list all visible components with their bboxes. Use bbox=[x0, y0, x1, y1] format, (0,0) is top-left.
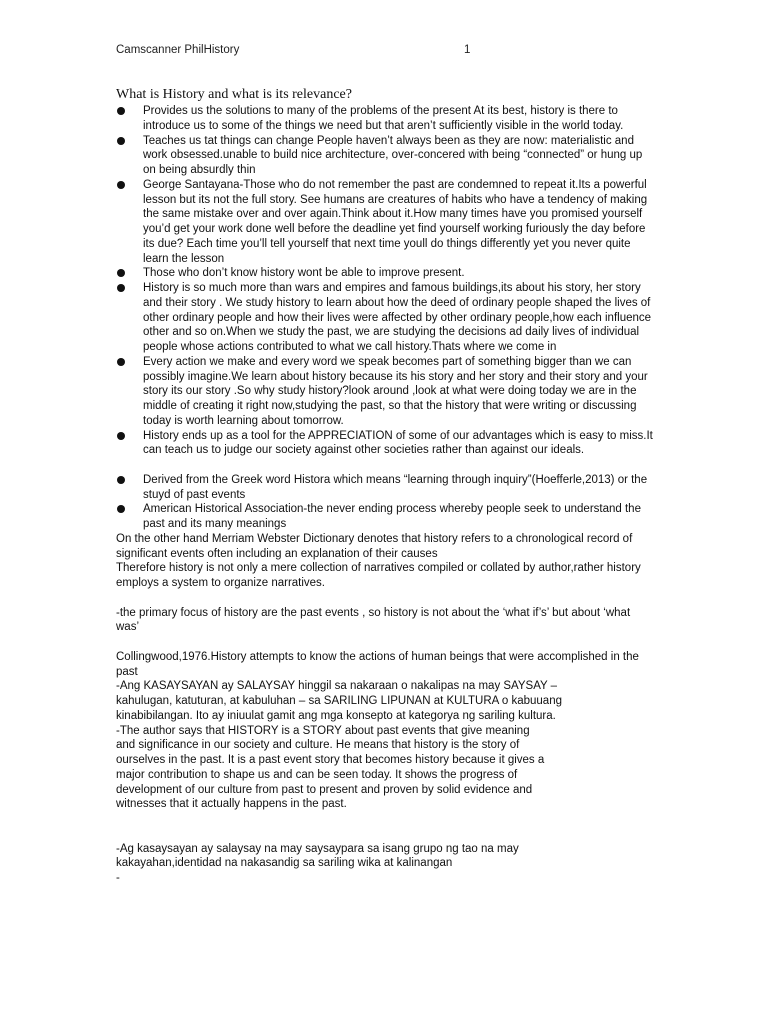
paragraph-therefore: Therefore history is not only a mere collection of narratives compiled or collated by author,rather history employs a system to organize narratives. bbox=[116, 562, 641, 589]
paragraph-merriam-webster: On the other hand Merriam Webster Dictionary denotes that history refers to a chronological record of significant events often including an explanation of their causes bbox=[116, 532, 633, 560]
paragraph-primary-focus: -the primary focus of history are the past events , so history is not about the ‘what if’s’ but about ‘what was’ bbox=[116, 606, 631, 634]
paragraph-ag-kasaysayan: -Ag kasaysayan ay salaysay na may saysaypara sa isang grupo ng tao na may kakayahan,identidad na nakasandig sa sariling wika at kalinangan bbox=[116, 842, 519, 870]
paragraph-collingwood: Collingwood,1976.History attempts to know the actions of human beings that were accomplished in the past bbox=[116, 650, 639, 678]
bullet-item: Those who don’t know history wont be able to improve present. bbox=[116, 266, 656, 281]
bullet-item: Derived from the Greek word Histora which means “learning through inquiry”(Hoefferle,2013) or the stuyd of past events bbox=[116, 473, 656, 503]
paragraph-author-says: -The author says that HISTORY is a STORY about past events that give meaning and significance in our society and culture. He means that history is the story of ourselves in the past. It is a past event story that becomes history because it gives a major contribution to shape us and can be seen today. It shows the progress of development of our culture from past to present and proven by solid evidence and witnesses that it actually happens in the past. bbox=[116, 724, 545, 811]
bullet-list-definitions bbox=[116, 473, 656, 532]
bullet-item: History is so much more than wars and empires and famous buildings,its about his story, her story and their story . We study history to learn about how the deed of ordinary people shaped the lives of other ordinary people and how their lives were affected by other ordinary people,how each influence other and so on.When we study the past, we are studying the decisions ad daily lives of individual people whose actions contributed to what we call history.Thats where we come in bbox=[116, 281, 656, 355]
spacer bbox=[116, 635, 656, 650]
document-heading: What is History and what is its relevance? bbox=[116, 87, 352, 102]
document-body bbox=[116, 86, 656, 886]
bullet-item: Every action we make and every word we speak becomes part of something bigger than we can possibly imagine.We learn about history because its his story and her story and their story and your story its our story .So why study history?look around ,look at what were doing today we are in the middle of creating it right now,studying the past, so that the history that were writing or discussing today is worth learning about tomorrow. bbox=[116, 355, 656, 429]
bullet-list-relevance bbox=[116, 104, 656, 458]
spacer bbox=[116, 827, 656, 842]
paragraph-kasaysayan: -Ang KASAYSAYAN ay SALAYSAY hinggil sa nakaraan o nakalipas na may SAYSAY – kahulugan, katuturan, at kabuluhan – sa SARILING LIPUNAN at KULTURA o kabuuang kinabibilangan. Ito ay iniuulat gamit ang mga konsepto at kategorya ng sariling kultura. bbox=[116, 680, 562, 722]
bullet-item: American Historical Association-the never ending process whereby people seek to understand the past and its many meanings bbox=[116, 502, 656, 532]
spacer bbox=[116, 812, 656, 827]
spacer bbox=[116, 591, 656, 606]
bullet-item: Provides us the solutions to many of the problems of the present At its best, history is there to introduce us to some of the things we need but that aren’t sufficiently visible in the world today. bbox=[116, 104, 656, 134]
page-number: 1 bbox=[464, 44, 471, 56]
bullet-item: George Santayana-Those who do not remember the past are condemned to repeat it.Its a powerful lesson but its not the full story. See humans are creatures of habits who have a tendency of making the same mistake over and over again.Think about it.How many times have you promised yourself you’d get your work done well before the deadline yet find yourself working furiously the day before its due? Each time you’ll tell yourself that next time youll do things differently yet you never quite learn the lesson bbox=[116, 178, 656, 267]
trailing-dash: - bbox=[116, 872, 120, 884]
bullet-item: History ends up as a tool for the APPRECIATION of some of our advantages which is easy to miss.It can teach us to judge our society against other societies rather than against our ideals. bbox=[116, 429, 656, 459]
bullet-item: Teaches us tat things can change People haven’t always been as they are now: materialistic and work obsessed.unable to build nice architecture, over-concered with being “connected” or hung up on being absurdly thin bbox=[116, 134, 656, 178]
header-title: Camscanner PhilHistory bbox=[116, 44, 240, 56]
spacer bbox=[116, 458, 656, 473]
